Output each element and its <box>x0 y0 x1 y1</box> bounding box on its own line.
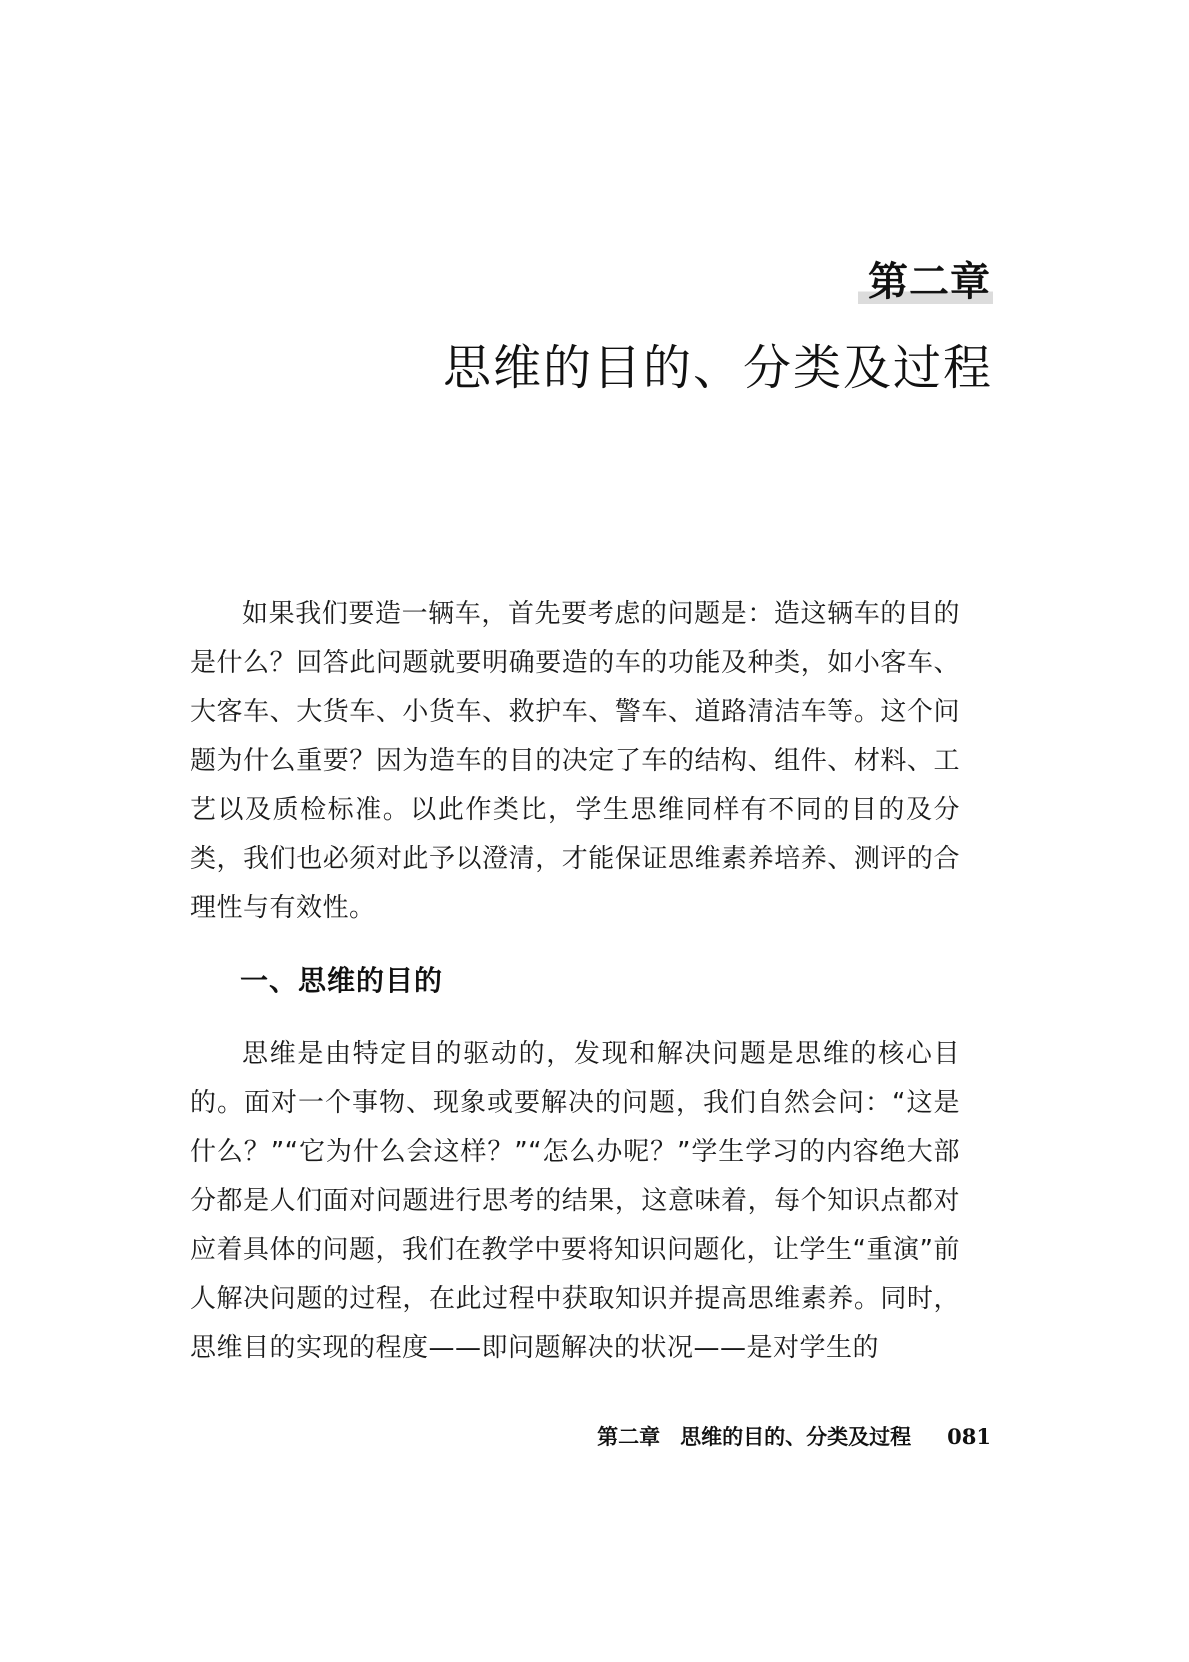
intro-paragraph: 如果我们要造一辆车，首先要考虑的问题是：造这辆车的目的是什么？回答此问题就要明确要造的车的功能及种类，如小客车、大客车、大货车、小货车、救护车、警车、道路清洁车等。这个问题为什么重要？因为造车的目的决定了车的结构、组件、材料、工艺以及质检标准。以此作类比，学生思维同样有不同的目的及分类，我们也必须对此予以澄清，才能保证思维素养培养、测评的合理性与有效性。 <box>190 599 960 923</box>
footer-chapter: 第二章 <box>597 1425 661 1449</box>
section-paragraph: 思维是由特定目的驱动的，发现和解决问题是思维的核心目的。面对一个事物、现象或要解决的问题，我们自然会问：“这是什么？”“它为什么会这样？”“怎么办呢？”学生学习的内容绝大部分都是人们面对问题进行思考的结果，这意味着，每个知识点都对应着具体的问题，我们在教学中要将知识问题化，让学生“重演”前人解决问题的过程，在此过程中获取知识并提高思维素养。同时，思维目的实现的程度——即问题解决的状况——是对学生的 <box>190 1039 960 1363</box>
chapter-title: 思维的目的、分类及过程 <box>442 340 993 396</box>
running-footer <box>597 1426 991 1448</box>
chapter-label: 第二章 <box>858 262 993 304</box>
section-heading: 一、思维的目的 <box>240 964 444 997</box>
page-number: 081 <box>947 1424 991 1449</box>
footer-title: 思维的目的、分类及过程 <box>680 1425 912 1449</box>
